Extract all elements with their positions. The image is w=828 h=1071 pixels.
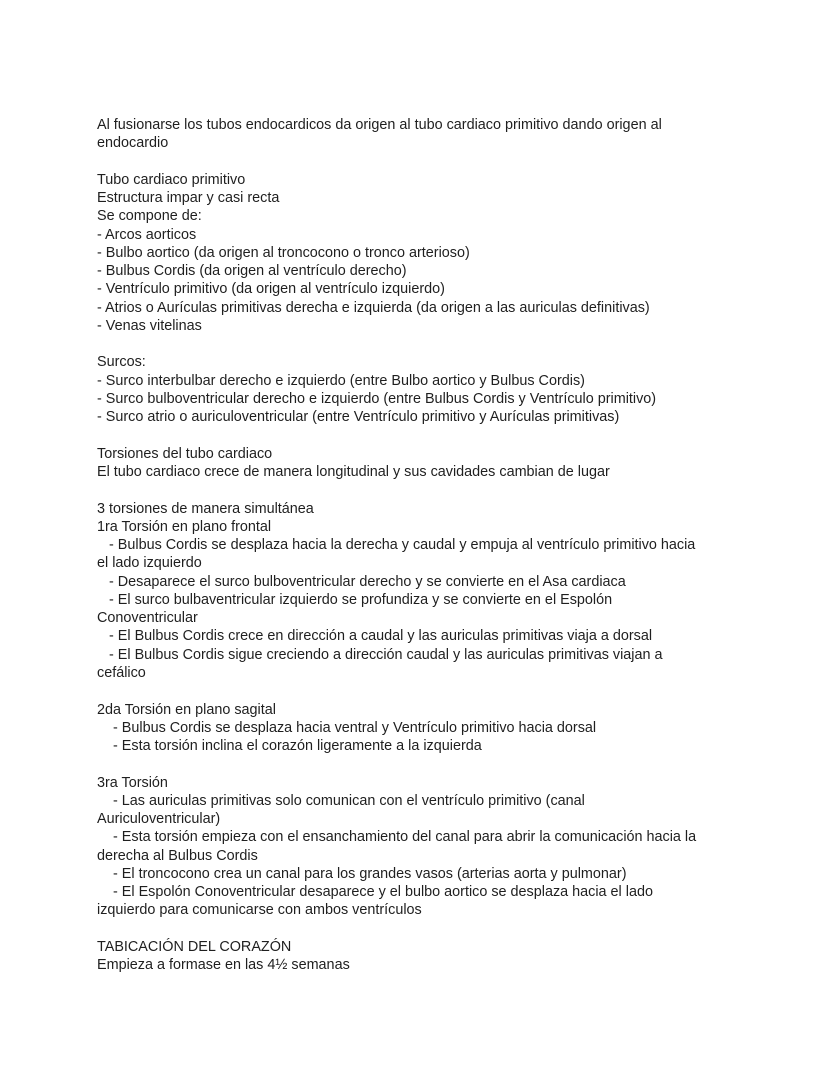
text-line: - Surco bulboventricular derecho e izquierdo (entre Bulbus Cordis y Ventrículo primitivo) bbox=[97, 390, 657, 407]
document-body bbox=[97, 116, 737, 974]
text-line: - Surco interbulbar derecho e izquierdo (entre Bulbo aortico y Bulbus Cordis) bbox=[97, 372, 585, 389]
blank-line bbox=[97, 427, 737, 445]
text-line: Torsiones del tubo cardiaco bbox=[97, 445, 273, 462]
text-line: - Venas vitelinas bbox=[97, 317, 202, 334]
text-line: 2da Torsión en plano sagital bbox=[97, 701, 276, 718]
blank-line bbox=[97, 153, 737, 171]
text-line: Al fusionarse los tubos endocardicos da origen al tubo cardiaco primitivo dando origen al bbox=[97, 117, 662, 133]
text-line: - Bulbo aortico (da origen al troncocono o tronco arterioso) bbox=[97, 244, 470, 261]
text-line: - Las auriculas primitivas solo comunican con el ventrículo primitivo (canal bbox=[97, 792, 585, 809]
text-line: - Arcos aorticos bbox=[97, 226, 197, 243]
text-line: TABICACIÓN DEL CORAZÓN bbox=[97, 938, 292, 955]
text-line: endocardio bbox=[97, 135, 169, 152]
text-line: - Atrios o Aurículas primitivas derecha e izquierda (da origen a las auriculas definitivas) bbox=[97, 299, 650, 316]
text-line: izquierdo para comunicarse con ambos ventrículos bbox=[97, 902, 422, 919]
text-line: 1ra Torsión en plano frontal bbox=[97, 518, 272, 535]
text-line: Auriculoventricular) bbox=[97, 811, 221, 828]
text-line: 3ra Torsión bbox=[97, 774, 168, 791]
blank-line bbox=[97, 335, 737, 353]
text-line: El tubo cardiaco crece de manera longitudinal y sus cavidades cambian de lugar bbox=[97, 464, 610, 481]
text-line: - El Espolón Conoventricular desaparece y el bulbo aortico se desplaza hacia el lado bbox=[97, 884, 653, 901]
text-line: - Esta torsión inclina el corazón ligeramente a la izquierda bbox=[97, 738, 482, 755]
text-line: - El surco bulbaventricular izquierdo se profundiza y se convierte en el Espolón bbox=[97, 591, 613, 608]
blank-line bbox=[97, 755, 737, 773]
text-line: - El Bulbus Cordis sigue creciendo a dirección caudal y las auriculas primitivas viajan a bbox=[97, 646, 663, 663]
blank-line bbox=[97, 682, 737, 700]
text-line: 3 torsiones de manera simultánea bbox=[97, 500, 314, 517]
blank-line bbox=[97, 481, 737, 499]
text-line: Conoventricular bbox=[97, 610, 198, 627]
text-line: cefálico bbox=[97, 664, 146, 681]
text-line: Se compone de: bbox=[97, 208, 202, 225]
text-line: - Bulbus Cordis (da origen al ventrículo derecho) bbox=[97, 263, 407, 280]
text-line: - Surco atrio o auriculoventricular (entre Ventrículo primitivo y Aurículas primitivas) bbox=[97, 409, 620, 426]
text-line: Surcos: bbox=[97, 354, 146, 371]
text-line: - Esta torsión empieza con el ensanchamiento del canal para abrir la comunicación hacia la bbox=[97, 829, 697, 846]
text-line: - El troncocono crea un canal para los grandes vasos (arterias aorta y pulmonar) bbox=[97, 865, 627, 882]
text-line: Tubo cardiaco primitivo bbox=[97, 171, 246, 188]
text-line: - Ventrículo primitivo (da origen al ventrículo izquierdo) bbox=[97, 281, 445, 298]
text-line: - Desaparece el surco bulboventricular derecho y se convierte en el Asa cardiaca bbox=[97, 573, 626, 590]
text-line: - Bulbus Cordis se desplaza hacia la derecha y caudal y empuja al ventrículo primitivo hacia bbox=[97, 537, 696, 554]
text-line: derecha al Bulbus Cordis bbox=[97, 847, 258, 864]
text-line: - Bulbus Cordis se desplaza hacia ventral y Ventrículo primitivo hacia dorsal bbox=[97, 719, 597, 736]
blank-line bbox=[97, 920, 737, 938]
text-line: el lado izquierdo bbox=[97, 555, 202, 572]
text-line: Estructura impar y casi recta bbox=[97, 190, 280, 207]
text-line: - El Bulbus Cordis crece en dirección a caudal y las auriculas primitivas viaja a dorsal bbox=[97, 628, 653, 645]
text-line: Empieza a formase en las 4½ semanas bbox=[97, 957, 350, 974]
